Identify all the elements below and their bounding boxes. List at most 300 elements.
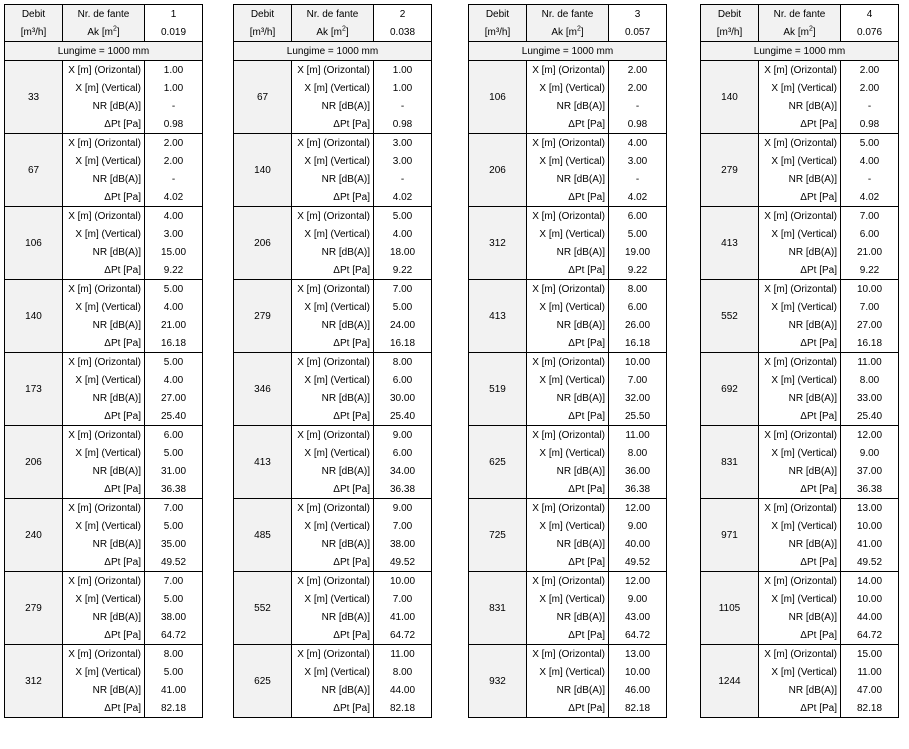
nr-value: 31.00	[145, 462, 203, 480]
x-vertical-value: 5.00	[609, 225, 667, 243]
nr-value: 27.00	[145, 389, 203, 407]
delta-pt-label: ΔPt [Pa]	[292, 480, 374, 499]
delta-pt-label: ΔPt [Pa]	[759, 261, 841, 280]
nr-fante-value: 2	[374, 5, 432, 24]
table-row	[5, 280, 203, 299]
table-row	[234, 426, 432, 445]
ak-exponent: 2	[341, 25, 346, 33]
debit-unit: [m³/h]	[701, 23, 759, 42]
ak-exponent: 2	[112, 25, 117, 33]
x-vertical-value: 5.00	[145, 517, 203, 535]
debit-value: 831	[469, 572, 527, 645]
delta-pt-value: 64.72	[374, 626, 432, 645]
debit-value: 413	[701, 207, 759, 280]
table-row	[234, 280, 432, 299]
delta-pt-label: ΔPt [Pa]	[63, 699, 145, 718]
debit-value: 106	[5, 207, 63, 280]
delta-pt-value: 64.72	[609, 626, 667, 645]
x-orizontal-value: 12.00	[609, 499, 667, 518]
delta-pt-label: ΔPt [Pa]	[759, 334, 841, 353]
x-vertical-value: 5.00	[374, 298, 432, 316]
delta-pt-value: 0.98	[374, 115, 432, 134]
nr-label: NR [dB(A)]	[63, 608, 145, 626]
nr-label: NR [dB(A)]	[527, 389, 609, 407]
table-row	[234, 61, 432, 80]
x-orizontal-value: 9.00	[374, 426, 432, 445]
x-orizontal-value: 8.00	[145, 645, 203, 664]
delta-pt-value: 82.18	[145, 699, 203, 718]
delta-pt-value: 4.02	[374, 188, 432, 207]
x-vertical-value: 10.00	[841, 517, 899, 535]
x-vertical-label: X [m] (Vertical)	[527, 225, 609, 243]
delta-pt-label: ΔPt [Pa]	[292, 261, 374, 280]
delta-pt-value: 49.52	[609, 553, 667, 572]
nr-label: NR [dB(A)]	[759, 608, 841, 626]
nr-value: 44.00	[841, 608, 899, 626]
ak-close: ]	[812, 26, 816, 38]
nr-value: -	[374, 97, 432, 115]
x-vertical-value: 4.00	[145, 371, 203, 389]
x-vertical-value: 11.00	[841, 663, 899, 681]
x-vertical-label: X [m] (Vertical)	[63, 152, 145, 170]
nr-value: -	[841, 97, 899, 115]
nr-label: NR [dB(A)]	[292, 97, 374, 115]
nr-label: NR [dB(A)]	[63, 97, 145, 115]
spec-table-4	[700, 4, 899, 718]
x-orizontal-value: 12.00	[609, 572, 667, 591]
table-row	[701, 353, 899, 372]
nr-label: NR [dB(A)]	[527, 535, 609, 553]
x-vertical-value: 4.00	[145, 298, 203, 316]
x-vertical-value: 10.00	[609, 663, 667, 681]
table-row	[234, 207, 432, 226]
spec-table-2	[233, 4, 432, 718]
table-row	[234, 572, 432, 591]
delta-pt-value: 4.02	[145, 188, 203, 207]
nr-value: -	[609, 97, 667, 115]
x-vertical-value: 9.00	[841, 444, 899, 462]
table-row	[701, 426, 899, 445]
x-orizontal-value: 6.00	[609, 207, 667, 226]
x-orizontal-label: X [m] (Orizontal)	[292, 280, 374, 299]
ak-exponent: 2	[808, 25, 813, 33]
table-row	[234, 353, 432, 372]
delta-pt-value: 49.52	[145, 553, 203, 572]
x-orizontal-value: 7.00	[145, 499, 203, 518]
delta-pt-value: 16.18	[374, 334, 432, 353]
debit-value: 140	[5, 280, 63, 353]
nr-value: 33.00	[841, 389, 899, 407]
debit-value: 279	[701, 134, 759, 207]
debit-value: 413	[469, 280, 527, 353]
x-vertical-label: X [m] (Vertical)	[292, 79, 374, 97]
debit-value: 312	[469, 207, 527, 280]
nr-value: 46.00	[609, 681, 667, 699]
table-row	[5, 207, 203, 226]
nr-value: 21.00	[841, 243, 899, 261]
nr-value: -	[145, 170, 203, 188]
nr-value: -	[374, 170, 432, 188]
x-orizontal-label: X [m] (Orizontal)	[292, 645, 374, 664]
debit-unit: [m³/h]	[469, 23, 527, 42]
table-row	[469, 645, 667, 664]
x-orizontal-label: X [m] (Orizontal)	[759, 426, 841, 445]
nr-value: 15.00	[145, 243, 203, 261]
delta-pt-label: ΔPt [Pa]	[527, 188, 609, 207]
delta-pt-value: 16.18	[609, 334, 667, 353]
x-orizontal-value: 2.00	[145, 134, 203, 153]
x-vertical-label: X [m] (Vertical)	[527, 517, 609, 535]
x-orizontal-value: 5.00	[145, 353, 203, 372]
delta-pt-value: 49.52	[374, 553, 432, 572]
delta-pt-label: ΔPt [Pa]	[63, 626, 145, 645]
x-vertical-value: 7.00	[841, 298, 899, 316]
nr-fante-value: 3	[609, 5, 667, 24]
delta-pt-label: ΔPt [Pa]	[527, 553, 609, 572]
delta-pt-label: ΔPt [Pa]	[759, 480, 841, 499]
x-vertical-label: X [m] (Vertical)	[63, 225, 145, 243]
x-orizontal-label: X [m] (Orizontal)	[63, 280, 145, 299]
nr-fante-header: Nr. de fante	[527, 5, 609, 24]
x-vertical-value: 6.00	[841, 225, 899, 243]
debit-value: 33	[5, 61, 63, 134]
table-row	[5, 61, 203, 80]
nr-value: 44.00	[374, 681, 432, 699]
nr-label: NR [dB(A)]	[759, 462, 841, 480]
x-vertical-value: 6.00	[609, 298, 667, 316]
nr-value: 41.00	[841, 535, 899, 553]
debit-value: 625	[469, 426, 527, 499]
debit-value: 831	[701, 426, 759, 499]
nr-value: 38.00	[374, 535, 432, 553]
nr-value: 30.00	[374, 389, 432, 407]
x-orizontal-label: X [m] (Orizontal)	[63, 134, 145, 153]
delta-pt-value: 0.98	[841, 115, 899, 134]
debit-value: 485	[234, 499, 292, 572]
table-row	[234, 645, 432, 664]
x-vertical-label: X [m] (Vertical)	[292, 298, 374, 316]
debit-value: 552	[234, 572, 292, 645]
spec-table-1	[4, 4, 203, 718]
nr-label: NR [dB(A)]	[63, 535, 145, 553]
delta-pt-label: ΔPt [Pa]	[292, 115, 374, 134]
x-vertical-value: 4.00	[841, 152, 899, 170]
debit-value: 140	[701, 61, 759, 134]
x-orizontal-label: X [m] (Orizontal)	[759, 134, 841, 153]
x-orizontal-label: X [m] (Orizontal)	[759, 207, 841, 226]
delta-pt-value: 64.72	[841, 626, 899, 645]
x-orizontal-value: 11.00	[374, 645, 432, 664]
x-vertical-label: X [m] (Vertical)	[63, 444, 145, 462]
nr-label: NR [dB(A)]	[527, 462, 609, 480]
x-vertical-value: 7.00	[374, 590, 432, 608]
nr-label: NR [dB(A)]	[527, 170, 609, 188]
ak-exponent: 2	[576, 25, 581, 33]
nr-label: NR [dB(A)]	[759, 681, 841, 699]
delta-pt-value: 16.18	[145, 334, 203, 353]
x-orizontal-value: 8.00	[609, 280, 667, 299]
x-vertical-value: 8.00	[374, 663, 432, 681]
debit-value: 552	[701, 280, 759, 353]
nr-value: 32.00	[609, 389, 667, 407]
ak-value: 0.019	[145, 23, 203, 42]
x-orizontal-value: 5.00	[145, 280, 203, 299]
x-orizontal-label: X [m] (Orizontal)	[527, 572, 609, 591]
x-vertical-label: X [m] (Vertical)	[63, 663, 145, 681]
x-vertical-label: X [m] (Vertical)	[292, 590, 374, 608]
nr-value: 21.00	[145, 316, 203, 334]
table-row	[701, 280, 899, 299]
x-vertical-label: X [m] (Vertical)	[292, 152, 374, 170]
delta-pt-value: 0.98	[145, 115, 203, 134]
nr-value: 37.00	[841, 462, 899, 480]
nr-label: NR [dB(A)]	[292, 243, 374, 261]
nr-value: 41.00	[145, 681, 203, 699]
table-row	[5, 572, 203, 591]
delta-pt-value: 9.22	[374, 261, 432, 280]
x-vertical-label: X [m] (Vertical)	[63, 371, 145, 389]
delta-pt-label: ΔPt [Pa]	[527, 261, 609, 280]
x-orizontal-value: 1.00	[374, 61, 432, 80]
table-row	[701, 207, 899, 226]
lungime-label: Lungime = 1000 mm	[701, 42, 899, 61]
debit-value: 692	[701, 353, 759, 426]
ak-header	[63, 23, 145, 42]
nr-fante-header: Nr. de fante	[63, 5, 145, 24]
x-vertical-label: X [m] (Vertical)	[759, 225, 841, 243]
nr-value: 19.00	[609, 243, 667, 261]
debit-value: 971	[701, 499, 759, 572]
x-orizontal-value: 6.00	[145, 426, 203, 445]
x-vertical-label: X [m] (Vertical)	[759, 590, 841, 608]
x-orizontal-value: 5.00	[841, 134, 899, 153]
x-vertical-value: 7.00	[609, 371, 667, 389]
delta-pt-label: ΔPt [Pa]	[759, 626, 841, 645]
x-vertical-label: X [m] (Vertical)	[527, 663, 609, 681]
x-orizontal-value: 10.00	[609, 353, 667, 372]
nr-label: NR [dB(A)]	[292, 389, 374, 407]
delta-pt-label: ΔPt [Pa]	[63, 188, 145, 207]
debit-value: 279	[5, 572, 63, 645]
lungime-label: Lungime = 1000 mm	[5, 42, 203, 61]
delta-pt-value: 25.40	[145, 407, 203, 426]
table-row	[5, 426, 203, 445]
debit-value: 67	[5, 134, 63, 207]
spec-table-3	[468, 4, 667, 718]
nr-value: 26.00	[609, 316, 667, 334]
x-orizontal-label: X [m] (Orizontal)	[759, 280, 841, 299]
debit-value: 312	[5, 645, 63, 718]
x-vertical-value: 3.00	[609, 152, 667, 170]
ak-value: 0.076	[841, 23, 899, 42]
delta-pt-value: 36.38	[841, 480, 899, 499]
ak-label: Ak [m	[316, 26, 342, 38]
x-orizontal-label: X [m] (Orizontal)	[759, 499, 841, 518]
delta-pt-label: ΔPt [Pa]	[63, 407, 145, 426]
nr-fante-value: 1	[145, 5, 203, 24]
table-row	[469, 61, 667, 80]
x-vertical-label: X [m] (Vertical)	[292, 444, 374, 462]
x-orizontal-value: 11.00	[841, 353, 899, 372]
delta-pt-value: 64.72	[145, 626, 203, 645]
table-row	[5, 645, 203, 664]
nr-label: NR [dB(A)]	[759, 243, 841, 261]
x-vertical-value: 6.00	[374, 444, 432, 462]
nr-label: NR [dB(A)]	[759, 97, 841, 115]
delta-pt-value: 16.18	[841, 334, 899, 353]
x-vertical-label: X [m] (Vertical)	[759, 371, 841, 389]
x-orizontal-value: 7.00	[374, 280, 432, 299]
table-row	[469, 207, 667, 226]
x-vertical-label: X [m] (Vertical)	[759, 663, 841, 681]
table-row	[5, 353, 203, 372]
table-row	[5, 134, 203, 153]
x-vertical-label: X [m] (Vertical)	[63, 590, 145, 608]
x-orizontal-value: 5.00	[374, 207, 432, 226]
x-orizontal-value: 11.00	[609, 426, 667, 445]
delta-pt-label: ΔPt [Pa]	[759, 188, 841, 207]
debit-value: 519	[469, 353, 527, 426]
x-orizontal-label: X [m] (Orizontal)	[292, 499, 374, 518]
delta-pt-value: 82.18	[374, 699, 432, 718]
nr-value: 36.00	[609, 462, 667, 480]
nr-value: 18.00	[374, 243, 432, 261]
lungime-label: Lungime = 1000 mm	[469, 42, 667, 61]
table-row	[234, 499, 432, 518]
debit-value: 140	[234, 134, 292, 207]
x-orizontal-label: X [m] (Orizontal)	[292, 207, 374, 226]
x-vertical-label: X [m] (Vertical)	[527, 371, 609, 389]
debit-value: 173	[5, 353, 63, 426]
x-vertical-label: X [m] (Vertical)	[527, 444, 609, 462]
x-orizontal-label: X [m] (Orizontal)	[527, 61, 609, 80]
nr-label: NR [dB(A)]	[63, 389, 145, 407]
x-orizontal-label: X [m] (Orizontal)	[527, 645, 609, 664]
x-orizontal-value: 4.00	[145, 207, 203, 226]
x-orizontal-value: 8.00	[374, 353, 432, 372]
x-orizontal-value: 2.00	[841, 61, 899, 80]
table-row	[469, 280, 667, 299]
debit-value: 279	[234, 280, 292, 353]
ak-label: Ak [m	[551, 26, 577, 38]
debit-unit: [m³/h]	[5, 23, 63, 42]
nr-value: 40.00	[609, 535, 667, 553]
delta-pt-label: ΔPt [Pa]	[63, 553, 145, 572]
table-row	[701, 499, 899, 518]
x-orizontal-value: 13.00	[609, 645, 667, 664]
x-orizontal-label: X [m] (Orizontal)	[63, 645, 145, 664]
delta-pt-label: ΔPt [Pa]	[292, 553, 374, 572]
debit-value: 1244	[701, 645, 759, 718]
ak-header	[527, 23, 609, 42]
x-orizontal-label: X [m] (Orizontal)	[63, 572, 145, 591]
debit-value: 413	[234, 426, 292, 499]
nr-label: NR [dB(A)]	[292, 462, 374, 480]
delta-pt-value: 25.40	[374, 407, 432, 426]
x-vertical-label: X [m] (Vertical)	[527, 298, 609, 316]
x-orizontal-label: X [m] (Orizontal)	[63, 61, 145, 80]
x-orizontal-label: X [m] (Orizontal)	[292, 426, 374, 445]
x-orizontal-label: X [m] (Orizontal)	[527, 134, 609, 153]
x-orizontal-value: 4.00	[609, 134, 667, 153]
table-row	[701, 134, 899, 153]
x-orizontal-value: 9.00	[374, 499, 432, 518]
nr-label: NR [dB(A)]	[63, 243, 145, 261]
x-vertical-value: 7.00	[374, 517, 432, 535]
delta-pt-value: 0.98	[609, 115, 667, 134]
debit-header: Debit	[5, 5, 63, 24]
x-orizontal-value: 7.00	[841, 207, 899, 226]
nr-value: 24.00	[374, 316, 432, 334]
nr-label: NR [dB(A)]	[63, 170, 145, 188]
debit-value: 67	[234, 61, 292, 134]
x-orizontal-label: X [m] (Orizontal)	[527, 499, 609, 518]
x-orizontal-label: X [m] (Orizontal)	[63, 207, 145, 226]
x-orizontal-label: X [m] (Orizontal)	[292, 572, 374, 591]
delta-pt-label: ΔPt [Pa]	[527, 626, 609, 645]
x-orizontal-label: X [m] (Orizontal)	[527, 207, 609, 226]
table-row	[234, 134, 432, 153]
delta-pt-label: ΔPt [Pa]	[759, 553, 841, 572]
delta-pt-value: 49.52	[841, 553, 899, 572]
x-vertical-value: 8.00	[841, 371, 899, 389]
nr-value: 43.00	[609, 608, 667, 626]
x-orizontal-value: 1.00	[145, 61, 203, 80]
nr-fante-value: 4	[841, 5, 899, 24]
delta-pt-label: ΔPt [Pa]	[292, 334, 374, 353]
x-orizontal-label: X [m] (Orizontal)	[759, 61, 841, 80]
delta-pt-value: 25.40	[841, 407, 899, 426]
nr-label: NR [dB(A)]	[292, 535, 374, 553]
x-orizontal-label: X [m] (Orizontal)	[527, 426, 609, 445]
x-vertical-value: 5.00	[145, 590, 203, 608]
delta-pt-label: ΔPt [Pa]	[292, 407, 374, 426]
x-vertical-label: X [m] (Vertical)	[759, 152, 841, 170]
x-orizontal-label: X [m] (Orizontal)	[292, 353, 374, 372]
nr-value: -	[609, 170, 667, 188]
x-orizontal-value: 12.00	[841, 426, 899, 445]
debit-unit: [m³/h]	[234, 23, 292, 42]
table-row	[701, 61, 899, 80]
x-orizontal-label: X [m] (Orizontal)	[527, 280, 609, 299]
delta-pt-label: ΔPt [Pa]	[63, 480, 145, 499]
ak-label: Ak [m	[783, 26, 809, 38]
x-vertical-value: 5.00	[145, 663, 203, 681]
x-vertical-label: X [m] (Vertical)	[292, 225, 374, 243]
delta-pt-label: ΔPt [Pa]	[759, 407, 841, 426]
delta-pt-label: ΔPt [Pa]	[527, 480, 609, 499]
x-vertical-value: 1.00	[374, 79, 432, 97]
x-vertical-value: 3.00	[374, 152, 432, 170]
debit-header: Debit	[701, 5, 759, 24]
ak-value: 0.057	[609, 23, 667, 42]
delta-pt-value: 36.38	[609, 480, 667, 499]
nr-value: -	[145, 97, 203, 115]
x-vertical-value: 9.00	[609, 590, 667, 608]
delta-pt-value: 9.22	[145, 261, 203, 280]
x-orizontal-label: X [m] (Orizontal)	[63, 499, 145, 518]
delta-pt-label: ΔPt [Pa]	[63, 261, 145, 280]
table-row	[701, 645, 899, 664]
x-vertical-label: X [m] (Vertical)	[63, 517, 145, 535]
x-orizontal-label: X [m] (Orizontal)	[63, 426, 145, 445]
debit-value: 725	[469, 499, 527, 572]
delta-pt-value: 25.50	[609, 407, 667, 426]
delta-pt-label: ΔPt [Pa]	[527, 115, 609, 134]
nr-label: NR [dB(A)]	[527, 316, 609, 334]
x-vertical-value: 10.00	[841, 590, 899, 608]
delta-pt-value: 82.18	[841, 699, 899, 718]
